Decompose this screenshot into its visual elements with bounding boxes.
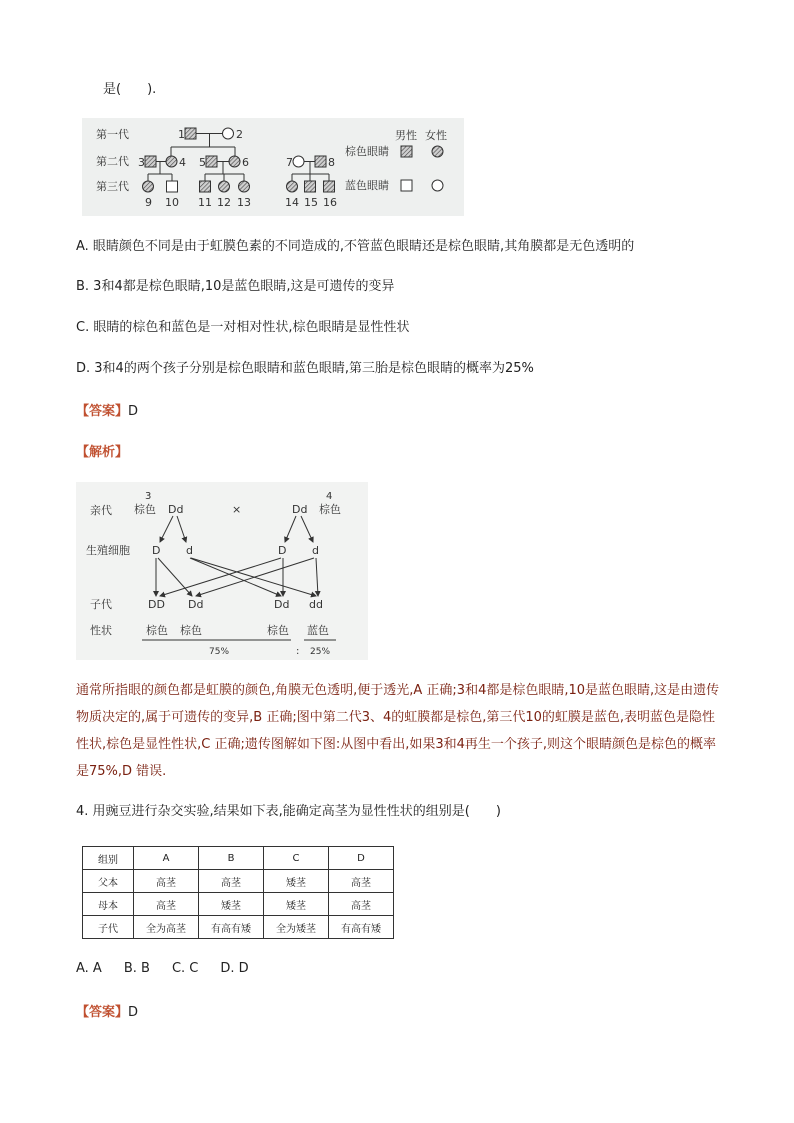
q4-option-d: D. D [220, 961, 249, 976]
svg-text:25%: 25% [310, 647, 331, 657]
pedigree-figure [82, 118, 464, 216]
svg-text:棕色: 棕色 [146, 624, 168, 637]
option-c: C. 眼睛的棕色和蓝色是一对相对性状,棕色眼睛是显性性状 [76, 320, 410, 335]
svg-text:D: D [152, 544, 161, 557]
legend-brown: 棕色眼睛 [345, 145, 389, 158]
svg-text::: : [296, 646, 300, 657]
q4-options [76, 961, 271, 977]
explanation-text: 通常所指眼的颜色都是虹膜的颜色,角膜无色透明,便于透光,A 正确;3和4都是棕色眼睛,10是蓝色眼睛,这是由遗传物质决定的,属于可遗传的变异,B 正确;图中第二代3、4的虹膜都是棕色,第三代10的虹膜是蓝色,表明蓝色是隐性性状,棕色是显性性状,C 正确;遗传图解如下图:从图中看出,如果3和4再生一个孩子,则这个眼睛颜色是棕色的概率是75%,D 错误. [76, 683, 720, 779]
answer-q4: 【答案】D [76, 1005, 139, 1020]
svg-text:11: 11 [198, 196, 212, 209]
gen2-label: 第二代 [96, 155, 129, 168]
svg-text:棕色: 棕色 [134, 503, 156, 516]
svg-text:d: d [312, 544, 319, 557]
answer-q3: 【答案】D [76, 404, 139, 419]
label-offspring: 子代 [90, 598, 112, 611]
svg-text:8: 8 [328, 156, 335, 169]
option-b: B. 3和4都是棕色眼睛,10是蓝色眼睛,这是可遗传的变异 [76, 279, 395, 294]
table-row: 子代 全为高茎 有高有矮 全为矮茎 有高有矮 [83, 916, 394, 939]
legend-blue: 蓝色眼睛 [345, 179, 389, 192]
svg-text:Dd: Dd [168, 503, 184, 516]
individual-7 [293, 156, 304, 167]
q4-option-c: C. C [171, 961, 199, 976]
svg-text:9: 9 [145, 196, 152, 209]
gen3-label: 第三代 [96, 180, 129, 193]
svg-text:3: 3 [145, 491, 152, 502]
legend-male: 男性 [395, 129, 417, 142]
svg-text:2: 2 [236, 128, 243, 141]
svg-text:×: × [232, 503, 242, 516]
cross-diagram [76, 482, 368, 660]
svg-text:13: 13 [237, 196, 251, 209]
individual-4 [166, 156, 177, 167]
svg-text:4: 4 [179, 156, 186, 169]
individual-11 [200, 181, 211, 192]
individual-2 [223, 128, 234, 139]
individual-12 [219, 181, 230, 192]
svg-text:棕色: 棕色 [180, 624, 202, 637]
label-gamete: 生殖细胞 [86, 544, 130, 557]
individual-3 [145, 156, 156, 167]
individual-16 [324, 181, 335, 192]
svg-text:蓝色: 蓝色 [307, 624, 329, 637]
svg-text:16: 16 [323, 196, 337, 209]
option-d: D. 3和4的两个孩子分别是棕色眼睛和蓝色眼睛,第三胎是棕色眼睛的概率为25% [76, 361, 534, 376]
svg-text:12: 12 [217, 196, 231, 209]
q4-option-a: A. A [76, 961, 102, 976]
table-row: 父本 高茎 高茎 矮茎 高茎 [83, 870, 394, 893]
individual-8 [315, 156, 326, 167]
individual-15 [305, 181, 316, 192]
question-4-stem: 4. 用豌豆进行杂交实验,结果如下表,能确定高茎为显性性状的组别是( ) [76, 804, 501, 819]
individual-10 [167, 181, 178, 192]
individual-13 [239, 181, 250, 192]
individual-6 [229, 156, 240, 167]
gen1-label: 第一代 [96, 128, 129, 141]
individual-1 [185, 128, 196, 139]
svg-text:4: 4 [326, 491, 333, 502]
svg-text:10: 10 [165, 196, 179, 209]
label-trait: 性状 [90, 624, 112, 637]
svg-text:75%: 75% [209, 647, 230, 657]
svg-text:D: D [278, 544, 287, 557]
q4-option-b: B. B [123, 961, 150, 976]
svg-text:15: 15 [304, 196, 318, 209]
table-row: 母本 高茎 矮茎 矮茎 高茎 [83, 893, 394, 916]
individual-9 [143, 181, 154, 192]
svg-text:Dd: Dd [188, 598, 204, 611]
svg-text:DD: DD [148, 598, 165, 611]
legend-female: 女性 [425, 129, 447, 142]
question-stem-end: 是( ). [103, 82, 157, 97]
svg-text:7: 7 [286, 156, 293, 169]
option-a: A. 眼睛颜色不同是由于虹膜色素的不同造成的,不管蓝色眼睛还是棕色眼睛,其角膜都是无色透明的 [76, 239, 635, 254]
svg-text:Dd: Dd [274, 598, 290, 611]
individual-14 [287, 181, 298, 192]
svg-text:1: 1 [178, 128, 185, 141]
svg-text:5: 5 [199, 156, 206, 169]
svg-text:棕色: 棕色 [267, 624, 289, 637]
label-parent: 亲代 [90, 504, 112, 517]
table-row: 组别 A B C D [83, 847, 394, 870]
svg-text:3: 3 [138, 156, 145, 169]
q4-table [82, 846, 394, 939]
svg-text:dd: dd [309, 598, 323, 611]
svg-text:6: 6 [242, 156, 249, 169]
analysis-label: 【解析】 [76, 445, 129, 460]
svg-text:d: d [186, 544, 193, 557]
individual-5 [206, 156, 217, 167]
svg-text:14: 14 [285, 196, 299, 209]
svg-text:Dd: Dd [292, 503, 308, 516]
svg-text:棕色: 棕色 [319, 503, 341, 516]
